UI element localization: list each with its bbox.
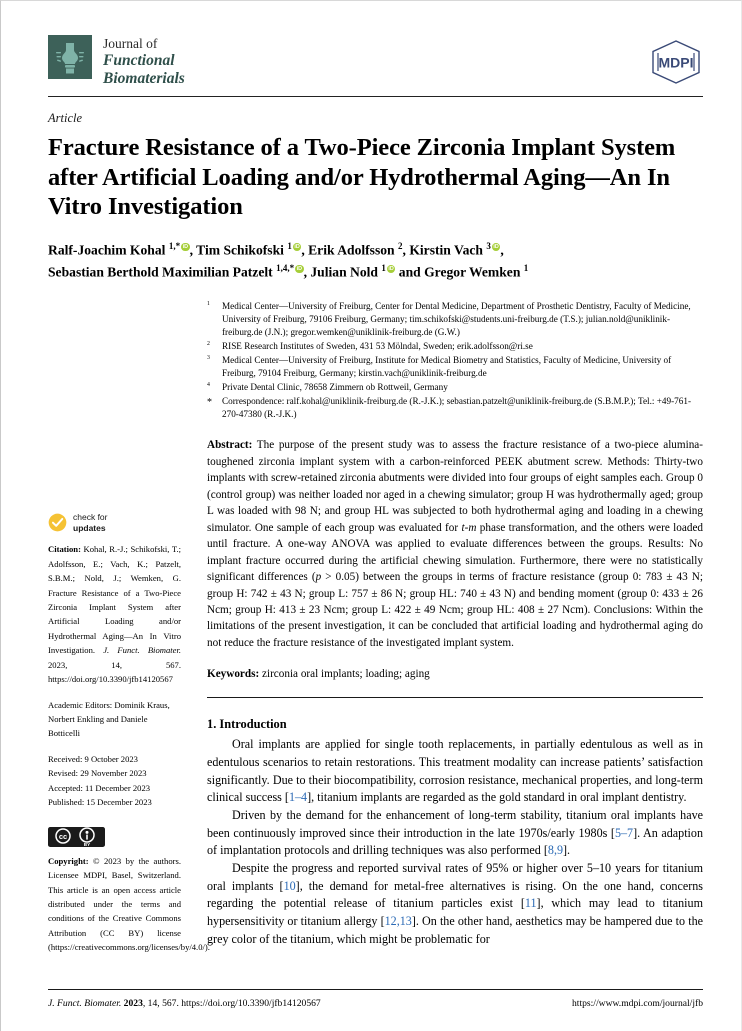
body-zone xyxy=(48,437,704,953)
affiliation-text: Private Dental Clinic, 78658 Zimmern ob Rottweil, Germany xyxy=(222,382,448,393)
author-kohal: Ralf-Joachim Kohal xyxy=(48,242,169,258)
affiliation-item xyxy=(207,395,703,421)
footer-citation xyxy=(48,998,321,1009)
para1-text-b: ], titanium implants are regarded as the gold standard in oral implant dentistry. xyxy=(307,790,687,805)
journal-title-line1: Journal of xyxy=(103,36,158,51)
citation-link-11[interactable]: 11 xyxy=(524,896,537,911)
date-accepted: Accepted: 11 December 2023 xyxy=(48,782,151,793)
section-divider xyxy=(207,697,703,698)
orcid-icon[interactable] xyxy=(295,265,304,274)
footer-volume: 2023 xyxy=(121,998,143,1009)
author-sep-6: and Gregor Wemken xyxy=(395,264,524,280)
page-content xyxy=(48,35,704,953)
author-list xyxy=(48,239,703,283)
para2-text-c: ]. xyxy=(563,843,571,858)
affiliation-item xyxy=(207,300,703,339)
footer-row xyxy=(48,990,703,1009)
keywords-label: Keywords: xyxy=(207,668,260,681)
affiliation-marker: 3 xyxy=(207,355,210,362)
svg-text:cc: cc xyxy=(58,831,68,841)
article-type-label: Article xyxy=(48,111,83,125)
para3-text-a: Despite the progress and reported survival rates of 95% or higher over 5–10 years for titanium oral implants [ xyxy=(207,860,703,893)
date-published: Published: 15 December 2023 xyxy=(48,797,152,808)
affiliation-list xyxy=(207,300,703,422)
paragraph-3 xyxy=(207,860,703,948)
author-patzelt-affil: 1,4,* xyxy=(276,262,295,273)
footer-journal: J. Funct. Biomater. xyxy=(48,998,122,1009)
main-column xyxy=(207,437,703,948)
citation-journal: J. Funct. Biomater. xyxy=(103,645,181,656)
abstract-part-2: phase transformation, and the others were loaded until fracture. A one-way ANOVA was applied to evaluate differences between the groups. Results: No implant fracture occurred during the artificial chewing simulation. Furthermore, there were no statistically significant differences ( xyxy=(207,521,703,584)
svg-text:BY: BY xyxy=(83,841,91,847)
para3-text-c: ], which may lead to titanium hypersensitivity or titanium allergy [ xyxy=(207,896,704,928)
abstract-part-1: The purpose of the present study was to assess the fracture resistance of a two-piece alumina-toughened zirconia implant system with a carbon-reinforced PEEK abutment screw. Methods: Thirty-two implants with screw-retained zirconia abutments were divided into four groups of eight samples each. Group 0 (control group) was neither loaded nor aged in a chewing simulator; group H was hydrothermally aged; group L was loaded with 98 N; and group HL was subjected to both hydrothermal aging and loading in a chewing simulator. One sample of each group was evaluated for xyxy=(207,439,703,534)
journal-title-line2: Functional xyxy=(103,51,175,69)
keywords xyxy=(207,668,703,680)
footer-rest: , 14, 567. https://doi.org/10.3390/jfb14120567 xyxy=(142,998,321,1009)
para2-text-b: ]. An adaption of implantation protocols and drilling techniques was also performed [ xyxy=(207,825,704,858)
para3-text-b: ], the demand for metal-free alternatives is rising. On the one hand, concerns regarding the potential release of titanium particles exist [ xyxy=(207,878,704,911)
copyright-label: Copyright: xyxy=(48,855,89,866)
author-patzelt: Sebastian Berthold Maximilian Patzelt xyxy=(48,264,277,280)
author-vach-affil: 3 xyxy=(486,240,491,251)
date-revised: Revised: 29 November 2023 xyxy=(48,768,147,779)
citation-text: Kohal, R.-J.; Schikofski, T.; Adolfsson, E.; Vach, K.; Patzelt, S.B.M.; Nold, J.; Wemken, G. Fracture Resistance of a Two-Piece Zirconia Implant System after Artificial Loading and/or Hydrothermal Aging—An In Vitro Investigation. xyxy=(48,544,181,656)
author-sep-2: , Erik Adolfsson xyxy=(301,242,399,258)
sidebar xyxy=(48,512,210,954)
abstract-italic-tm: t-m xyxy=(461,521,477,534)
affiliation-text: Correspondence: ralf.kohal@uniklinik-freiburg.de (R.-J.K.); sebastian.patzelt@uniklinik-freiburg.de (S.B.M.P.); Tel.: +49-761-270-47380 (R.-J.K.) xyxy=(222,396,691,420)
affiliation-marker: 2 xyxy=(207,341,210,348)
orcid-icon[interactable] xyxy=(293,243,302,252)
check-for-updates-label xyxy=(73,512,108,533)
affiliation-text: RISE Research Institutes of Sweden, 431 53 Mölndal, Sweden; erik.adolfsson@ri.se xyxy=(222,341,533,352)
journal-logo-icon xyxy=(48,35,92,79)
affiliation-marker: 4 xyxy=(207,382,210,389)
mdpi-logo-text: MDPI xyxy=(658,54,694,71)
copyright-text: © 2023 by the authors. Licensee MDPI, Basel, Switzerland. This article is an open access article distributed under the terms and conditions of the Creative Commons Attribution (CC BY) license (https://creativecommons.org/licenses/by/4.0/). xyxy=(48,855,210,953)
affiliation-marker: 1 xyxy=(207,300,210,307)
author-line-2 xyxy=(48,261,703,283)
author-sep-3: , Kirstin Vach xyxy=(402,242,487,258)
author-nold-affil: 1 xyxy=(381,262,386,273)
paragraph-1 xyxy=(207,736,703,807)
affiliation-text: Medical Center—University of Freiburg, Center for Dental Medicine, Department of Prosthetic Dentistry, Faculty of Medicine, University of Freiburg, 79106 Freiburg, Germany; tim.schikofski@students.uni-freiburg.de (T.S.); julian.nold@uniklinik-freiburg.de (J.N.); gregor.wemken@uniklinik-freiburg.de (G.W.) xyxy=(222,300,691,338)
author-wemken-affil: 1 xyxy=(523,262,529,273)
orcid-icon[interactable] xyxy=(387,265,396,274)
journal-title-line3: Biomaterials xyxy=(103,69,185,87)
copyright-block xyxy=(48,854,210,955)
affiliation-item xyxy=(207,354,703,380)
cfu-line1: check for xyxy=(73,512,108,523)
paragraph-2 xyxy=(207,807,703,860)
date-received: Received: 9 October 2023 xyxy=(48,753,138,764)
affiliation-item xyxy=(207,381,703,394)
author-adolfsson-affil: 2 xyxy=(398,240,403,251)
orcid-icon[interactable] xyxy=(181,243,190,252)
affiliation-marker: * xyxy=(207,397,212,409)
citation-link-5-7[interactable]: 5–7 xyxy=(614,825,634,840)
check-circle-icon xyxy=(48,513,67,532)
citation-link-8-9[interactable]: 8,9 xyxy=(547,843,564,858)
check-for-updates-badge[interactable] xyxy=(48,512,181,533)
citation-label: Citation: xyxy=(48,544,81,555)
page-footer xyxy=(48,989,703,1009)
journal-branding xyxy=(48,35,185,88)
orcid-icon[interactable] xyxy=(492,243,501,252)
masthead xyxy=(48,35,703,91)
abstract xyxy=(207,437,703,651)
abstract-label: Abstract: xyxy=(207,439,253,452)
author-line-1 xyxy=(48,239,703,261)
citation-link-1-4[interactable]: 1–4 xyxy=(288,790,308,805)
abstract-part-3: > 0.05) between the groups in terms of fracture resistance (group 0: 783 ± 43 N; group H: 742 ± 43 N; group L: 757 ± 86 N; group HL: 740 ± 43 N) and bending moment (group 0: 433 ± 26 Ncm; group H: 413 ± 23 Ncm; group L: 422 ± 49 Ncm; group HL: 408 ± 27 Ncm). Conclusions: Within the limitations of the present investigation, it can be concluded that artificial loading and hydrothermal aging do not reduce the fracture resistance of the investigated implant system. xyxy=(207,571,703,649)
author-sep-1: , Tim Schikofski xyxy=(189,242,288,258)
masthead-divider xyxy=(48,96,703,97)
author-sep-5: , Julian Nold xyxy=(303,264,382,280)
section-heading: 1. Introduction xyxy=(207,717,287,732)
para3-text-d: ]. On the other hand, aesthetics may be hampered due to the grey color of the titanium, which might be problematic for xyxy=(207,913,703,946)
citation-link-10[interactable]: 10 xyxy=(283,878,296,893)
footer-url[interactable]: https://www.mdpi.com/journal/jfb xyxy=(571,998,703,1009)
journal-title xyxy=(103,35,185,88)
citation-tail: 2023, 14, 567. https://doi.org/10.3390/jfb14120567 xyxy=(48,659,181,685)
cfu-line2: updates xyxy=(73,522,106,533)
page-title: Fracture Resistance of a Two-Piece Zirconia Implant System after Artificial Loading and/or Hydrothermal Aging—An In Vitro Investigation xyxy=(48,134,676,221)
citation-link-12-13[interactable]: 12,13 xyxy=(384,913,412,928)
author-kohal-affil: 1,* xyxy=(168,240,181,251)
citation-block xyxy=(48,542,181,686)
abstract-italic-p: p xyxy=(315,571,322,584)
author-schikofski-affil: 1 xyxy=(287,240,292,251)
para1-text-a: Oral implants are applied for single tooth replacements, in partially edentulous as well as in edentulous scenarios to retain restorations. This treatment modality can increase patients’ satisfaction significantly. Due to their biocompatibility, corrosion resistance, mechanical properties, and long-term clinical success [ xyxy=(207,737,703,805)
affiliation-item xyxy=(207,340,703,353)
keywords-text: zirconia oral implants; loading; aging xyxy=(259,668,430,681)
affiliation-text: Medical Center—University of Freiburg, Institute for Medical Biometry and Statistics, Faculty of Medicine, University of Freiburg, 79104 Freiburg, Germany; kirstin.vach@uniklinik-freiburg.de xyxy=(222,355,672,379)
academic-editors: Academic Editors: Dominik Kraus, Norbert Enkling and Daniele Botticelli xyxy=(48,699,170,739)
para2-text-a: Driven by the demand for the enhancement of long-term stability, titanium oral implants have been continuously improved since their introduction in the late 1970s/early 1980s [ xyxy=(207,808,703,840)
author-sep-4: , xyxy=(500,242,504,258)
publication-dates xyxy=(48,752,181,810)
cc-by-license-icon[interactable] xyxy=(48,827,105,847)
mdpi-logo-icon xyxy=(649,39,703,90)
